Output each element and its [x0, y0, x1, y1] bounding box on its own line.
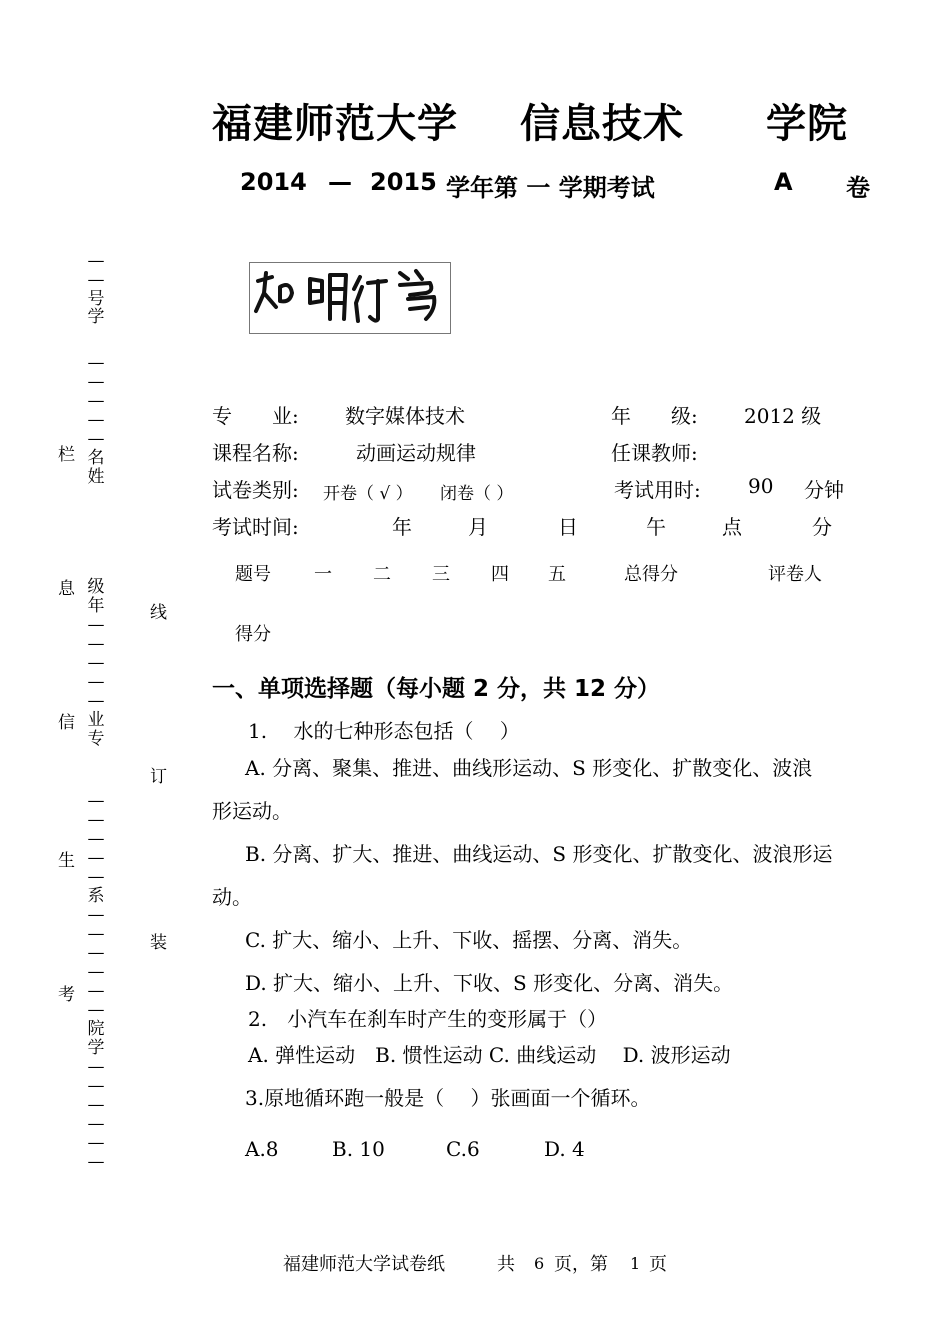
margin-char: 生: [58, 851, 75, 871]
section-title: 一、单项选择题（每小题 2 分，共 12 分）: [212, 676, 661, 702]
major-label: 专 业:: [212, 404, 299, 428]
grade-label: 年 级:: [611, 404, 698, 428]
dash: —: [87, 1057, 105, 1077]
dash: —: [87, 810, 105, 830]
dash: —: [87, 353, 105, 373]
question-3-option-d: D. 4: [544, 1137, 585, 1161]
major-value: 数字媒体技术: [345, 404, 465, 428]
margin-char: 考: [58, 985, 75, 1005]
margin-char: 栏: [58, 445, 75, 465]
question-3-stem: 3.原地循环跑一般是（ ）张画面一个循环。: [245, 1086, 651, 1110]
question-2-options: A. 弹性运动 B. 惯性运动 C. 曲线运动 D. 波形运动: [248, 1043, 731, 1067]
question-1-option-a-cont: 形运动。: [212, 799, 292, 823]
duration-unit: 分钟: [804, 478, 844, 502]
dash: —: [87, 1076, 105, 1096]
score-row-label: 得分: [235, 624, 271, 645]
dash-column: [84, 252, 108, 326]
dash: —: [87, 791, 105, 811]
dash-column: [84, 578, 108, 749]
name-label: 名姓: [87, 448, 105, 487]
question-2-stem: 2. 小汽车在刹车时产生的变形属于（）: [248, 1007, 608, 1031]
dept-label-side: 系: [87, 886, 105, 906]
course-label: 课程名称:: [212, 441, 299, 465]
year-dash: —: [328, 168, 352, 196]
question-1-option-a: A. 分离、聚集、推进、曲线形运动、S 形变化、扩散变化、波浪: [245, 756, 813, 780]
question-1-option-b-cont: 动。: [212, 885, 252, 909]
dash: —: [87, 1114, 105, 1134]
score-header-cell: 一: [314, 564, 332, 585]
time-minute: 分: [812, 515, 832, 539]
dash: —: [87, 634, 105, 654]
footer-page-suffix: 页: [649, 1254, 667, 1275]
course-value: 动画运动规律: [356, 441, 476, 465]
type-open: 开卷（ √ ）: [323, 484, 413, 504]
footer-paper-label: 福建师范大学试卷纸: [283, 1254, 445, 1275]
question-1-stem: 1. 水的七种形态包括（ ）: [248, 719, 520, 743]
dash: —: [87, 867, 105, 887]
semester-text: 学年第 一 学期考试: [446, 174, 655, 202]
dash: —: [87, 905, 105, 925]
dash: —: [87, 962, 105, 982]
teacher-label: 任课教师:: [611, 441, 698, 465]
motto-calligraphy-logo: [249, 262, 451, 334]
dash: —: [87, 1152, 105, 1172]
question-1-option-c: C. 扩大、缩小、上升、下收、摇摆、分离、消失。: [245, 928, 693, 952]
duration-label: 考试用时:: [614, 478, 701, 502]
dash: —: [87, 1000, 105, 1020]
paper-suffix: 卷: [846, 174, 870, 202]
student-id-label: 号学: [87, 289, 105, 327]
year-end: 2015: [370, 168, 437, 196]
dash: —: [87, 410, 105, 430]
seal-char: 装: [150, 933, 167, 953]
score-header-cell: 评卷人: [768, 564, 822, 585]
dash: —: [87, 672, 105, 692]
margin-char: 信: [58, 713, 75, 733]
college-label-side: 院学: [87, 1019, 105, 1058]
dash: —: [87, 1095, 105, 1115]
dash: —: [87, 251, 105, 271]
score-header-cell: 总得分: [624, 564, 678, 585]
score-header-cell: 二: [373, 564, 391, 585]
time-day: 日: [558, 515, 578, 539]
score-header-cell: 五: [548, 564, 566, 585]
paper-type: A: [774, 168, 793, 196]
dash-column: [84, 792, 108, 1172]
dash: —: [87, 429, 105, 449]
dash: —: [87, 924, 105, 944]
question-1-option-b: B. 分离、扩大、推进、曲线运动、S 形变化、扩散变化、波浪形运: [245, 842, 833, 866]
dash: —: [87, 391, 105, 411]
dash: —: [87, 270, 105, 290]
question-3-option-c: C.6: [446, 1137, 480, 1161]
dash: —: [87, 653, 105, 673]
university-name: 福建师范大学: [212, 101, 458, 147]
footer-page-number: 1: [630, 1254, 641, 1273]
time-hour: 点: [722, 515, 742, 539]
exam-school-title: [212, 92, 848, 149]
dash: —: [87, 943, 105, 963]
dash: —: [87, 691, 105, 711]
time-month: 月: [468, 515, 488, 539]
grade-label-side: 级年: [87, 577, 105, 616]
question-1-option-d: D. 扩大、缩小、上升、下收、S 形变化、分离、消失。: [245, 971, 734, 995]
duration-value: 90: [748, 474, 774, 498]
major-label-side: 业专: [87, 710, 105, 749]
time-noon: 午: [646, 515, 666, 539]
seal-char: 线: [150, 603, 167, 623]
dash: —: [87, 981, 105, 1001]
score-header-cell: 四: [491, 564, 509, 585]
department-name: 信息技术: [520, 101, 684, 147]
question-3-option-a: A.8: [245, 1137, 279, 1161]
dash: —: [87, 1133, 105, 1153]
type-closed: 闭卷（ ）: [440, 484, 514, 504]
score-header-cell: 三: [432, 564, 450, 585]
year-start: 2014: [240, 168, 307, 196]
question-3-option-b: B. 10: [332, 1137, 385, 1161]
footer-total-pages: 6: [534, 1254, 545, 1273]
dash-column: [84, 354, 108, 487]
dash: —: [87, 372, 105, 392]
dash: —: [87, 848, 105, 868]
margin-char: 息: [58, 579, 75, 599]
grade-value: 2012 级: [744, 404, 822, 428]
footer-total-label: 共: [497, 1254, 515, 1275]
time-year: 年: [392, 515, 412, 539]
college-word: 学院: [766, 101, 848, 147]
dash: —: [87, 829, 105, 849]
time-label: 考试时间:: [212, 515, 299, 539]
score-header-cell: 题号: [235, 564, 271, 585]
dash: —: [87, 615, 105, 635]
footer-page-label: 页，第: [554, 1254, 608, 1275]
type-label: 试卷类别:: [212, 478, 299, 502]
calligraphy-icon: [250, 263, 450, 333]
seal-char: 订: [150, 767, 167, 787]
